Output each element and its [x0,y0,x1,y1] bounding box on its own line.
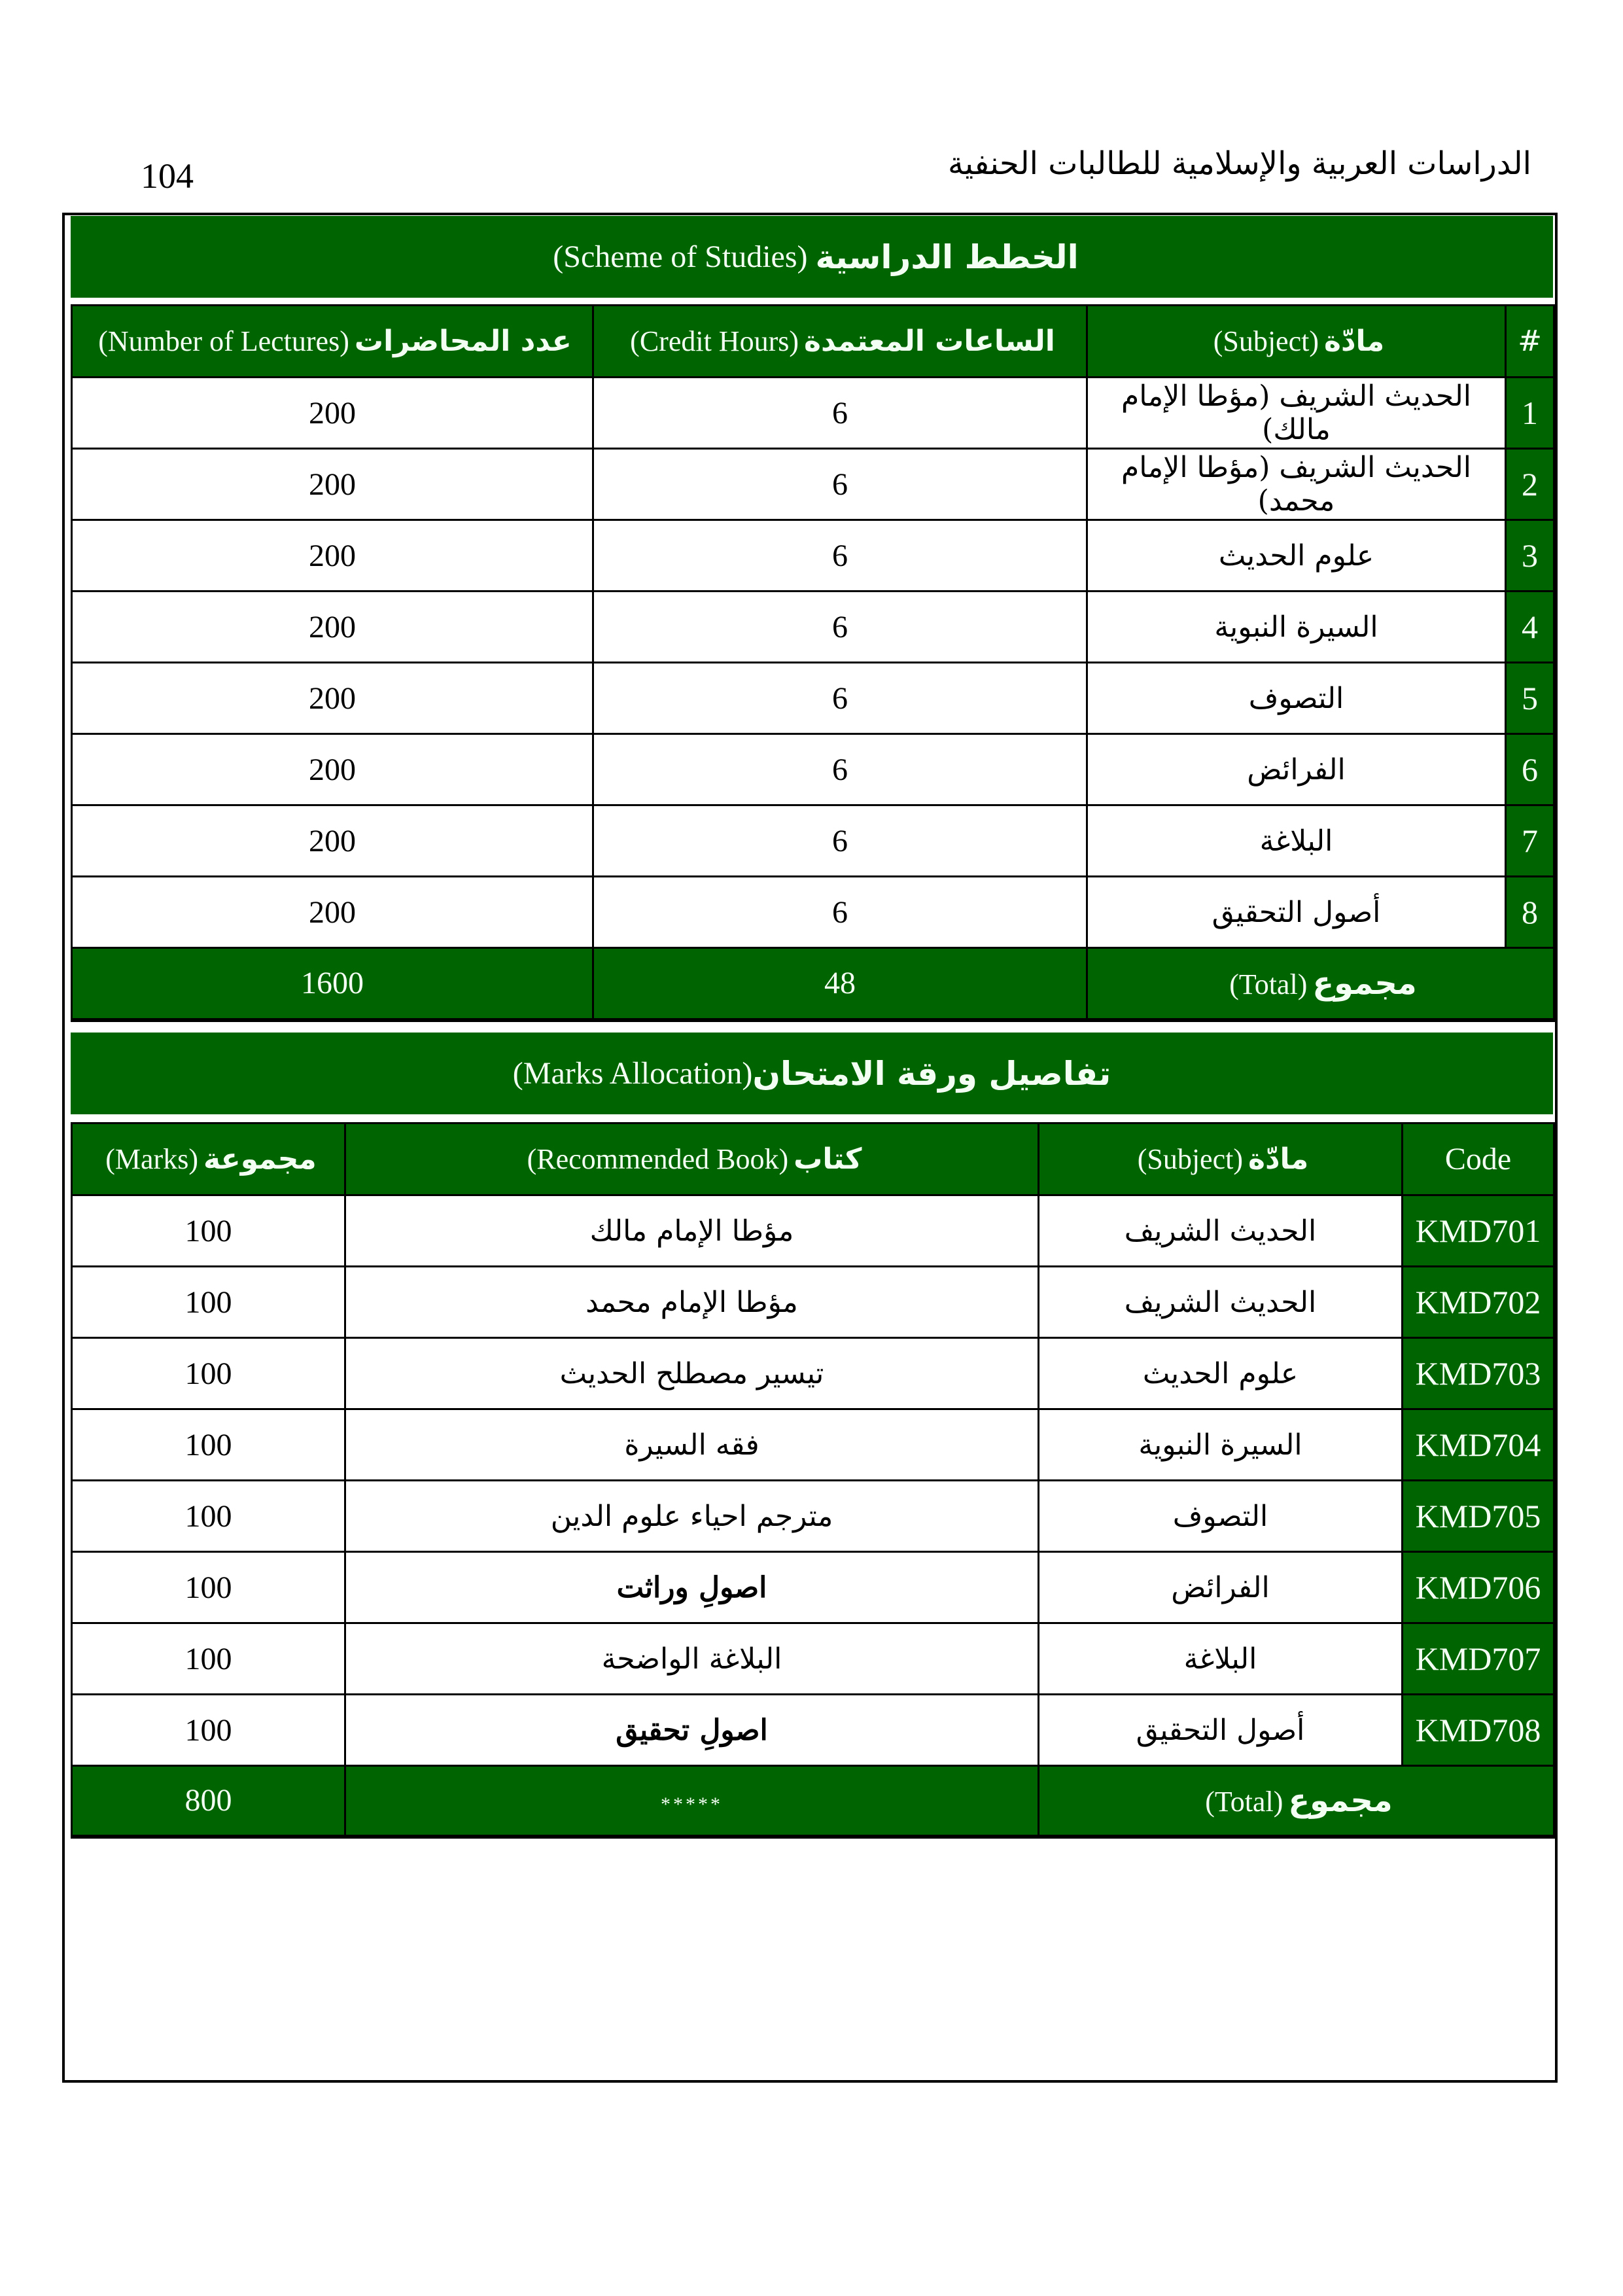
table-row [72,1623,1554,1695]
total-book: ***** [345,1766,1039,1837]
row-subject: الحديث الشريف (مؤطا الإمام محمد) [1087,449,1506,520]
row-lectures: 200 [72,520,593,592]
row-subject: السيرة النبوية [1087,592,1506,663]
row-book: مترجم احياء علوم الدين [345,1481,1039,1552]
header-number: # [1506,306,1554,378]
running-header: الدراسات العربية والإسلامية للطالبات الحنفية [948,145,1531,182]
row-book: مؤطا الإمام مالك [345,1195,1039,1267]
table-row [72,449,1554,520]
row-lectures: 200 [72,592,593,663]
row-credit: 6 [593,805,1087,877]
page-number: 104 [141,156,194,196]
marks-title-banner [71,1033,1553,1114]
header-credit-hours: الساعات المعتمدة(Credit Hours) [593,306,1087,378]
scheme-total-row [72,948,1554,1020]
row-subject: الحديث الشريف [1039,1195,1403,1267]
total-label: مجموع(Total) [1039,1766,1554,1837]
table-row [72,520,1554,592]
scheme-title-ar: الخطط الدراسية [815,238,1079,276]
row-lectures: 200 [72,734,593,805]
row-lectures: 200 [72,805,593,877]
marks-title-en: (Marks Allocation) [512,1056,753,1091]
row-marks: 100 [72,1695,345,1766]
table-row [72,734,1554,805]
table-row [72,592,1554,663]
row-subject: الفرائض [1039,1552,1403,1623]
row-marks: 100 [72,1338,345,1409]
table-row [72,1695,1554,1766]
row-marks: 100 [72,1481,345,1552]
row-number: 2 [1506,449,1554,520]
row-subject: الحديث الشريف [1039,1267,1403,1338]
row-credit: 6 [593,378,1087,449]
row-subject: علوم الحديث [1087,520,1506,592]
row-subject: الفرائض [1087,734,1506,805]
row-credit: 6 [593,663,1087,734]
row-book: فقه السيرة [345,1409,1039,1481]
total-lectures: 1600 [72,948,593,1020]
marks-title-ar: تفاصيل ورقة الامتحان [752,1054,1111,1093]
row-credit: 6 [593,734,1087,805]
table-row [72,663,1554,734]
total-marks: 800 [72,1766,345,1837]
marks-total-row [72,1766,1554,1837]
table-row [72,1267,1554,1338]
table-row [72,877,1554,948]
table-row [72,1481,1554,1552]
table-row [72,1338,1554,1409]
row-subject: أصول التحقيق [1087,877,1506,948]
table-row [72,378,1554,449]
scheme-title-banner [71,216,1553,298]
row-code: KMD702 [1403,1267,1554,1338]
row-code: KMD703 [1403,1338,1554,1409]
row-marks: 100 [72,1623,345,1695]
row-code: KMD701 [1403,1195,1554,1267]
scheme-table [71,304,1555,1022]
marks-header-row [72,1123,1554,1195]
header-marks: مجموعة(Marks) [72,1123,345,1195]
row-marks: 100 [72,1409,345,1481]
row-code: KMD706 [1403,1552,1554,1623]
row-code: KMD705 [1403,1481,1554,1552]
row-number: 6 [1506,734,1554,805]
header-subject: مادّة(Subject) [1087,306,1506,378]
row-subject: أصول التحقيق [1039,1695,1403,1766]
row-book: اصولِ وراثت [345,1552,1039,1623]
row-marks: 100 [72,1195,345,1267]
row-credit: 6 [593,592,1087,663]
row-lectures: 200 [72,877,593,948]
row-number: 1 [1506,378,1554,449]
row-number: 5 [1506,663,1554,734]
row-credit: 6 [593,449,1087,520]
row-code: KMD707 [1403,1623,1554,1695]
scheme-title-en: (Scheme of Studies) [553,239,808,274]
table-row [72,1552,1554,1623]
row-book: تيسير مصطلح الحديث [345,1338,1039,1409]
row-lectures: 200 [72,378,593,449]
total-credit: 48 [593,948,1087,1020]
row-book: اصولِ تحقیق [345,1695,1039,1766]
table-row [72,805,1554,877]
header-code: Code [1403,1123,1554,1195]
row-credit: 6 [593,520,1087,592]
scheme-header-row [72,306,1554,378]
row-number: 4 [1506,592,1554,663]
row-number: 8 [1506,877,1554,948]
header-recommended-book: كتاب(Recommended Book) [345,1123,1039,1195]
header-subject: مادّة(Subject) [1039,1123,1403,1195]
marks-table [71,1122,1555,1839]
row-code: KMD704 [1403,1409,1554,1481]
table-row [72,1195,1554,1267]
row-subject: التصوف [1087,663,1506,734]
row-marks: 100 [72,1267,345,1338]
row-subject: البلاغة [1087,805,1506,877]
table-row [72,1409,1554,1481]
row-book: مؤطا الإمام محمد [345,1267,1039,1338]
row-subject: التصوف [1039,1481,1403,1552]
row-lectures: 200 [72,663,593,734]
row-subject: الحديث الشريف (مؤطا الإمام مالك) [1087,378,1506,449]
row-book: البلاغة الواضحة [345,1623,1039,1695]
row-marks: 100 [72,1552,345,1623]
row-subject: السيرة النبوية [1039,1409,1403,1481]
total-label: مجموع(Total) [1087,948,1554,1020]
row-credit: 6 [593,877,1087,948]
row-number: 7 [1506,805,1554,877]
row-code: KMD708 [1403,1695,1554,1766]
row-lectures: 200 [72,449,593,520]
row-subject: البلاغة [1039,1623,1403,1695]
header-lectures: عدد المحاضرات(Number of Lectures) [72,306,593,378]
row-number: 3 [1506,520,1554,592]
row-subject: علوم الحديث [1039,1338,1403,1409]
